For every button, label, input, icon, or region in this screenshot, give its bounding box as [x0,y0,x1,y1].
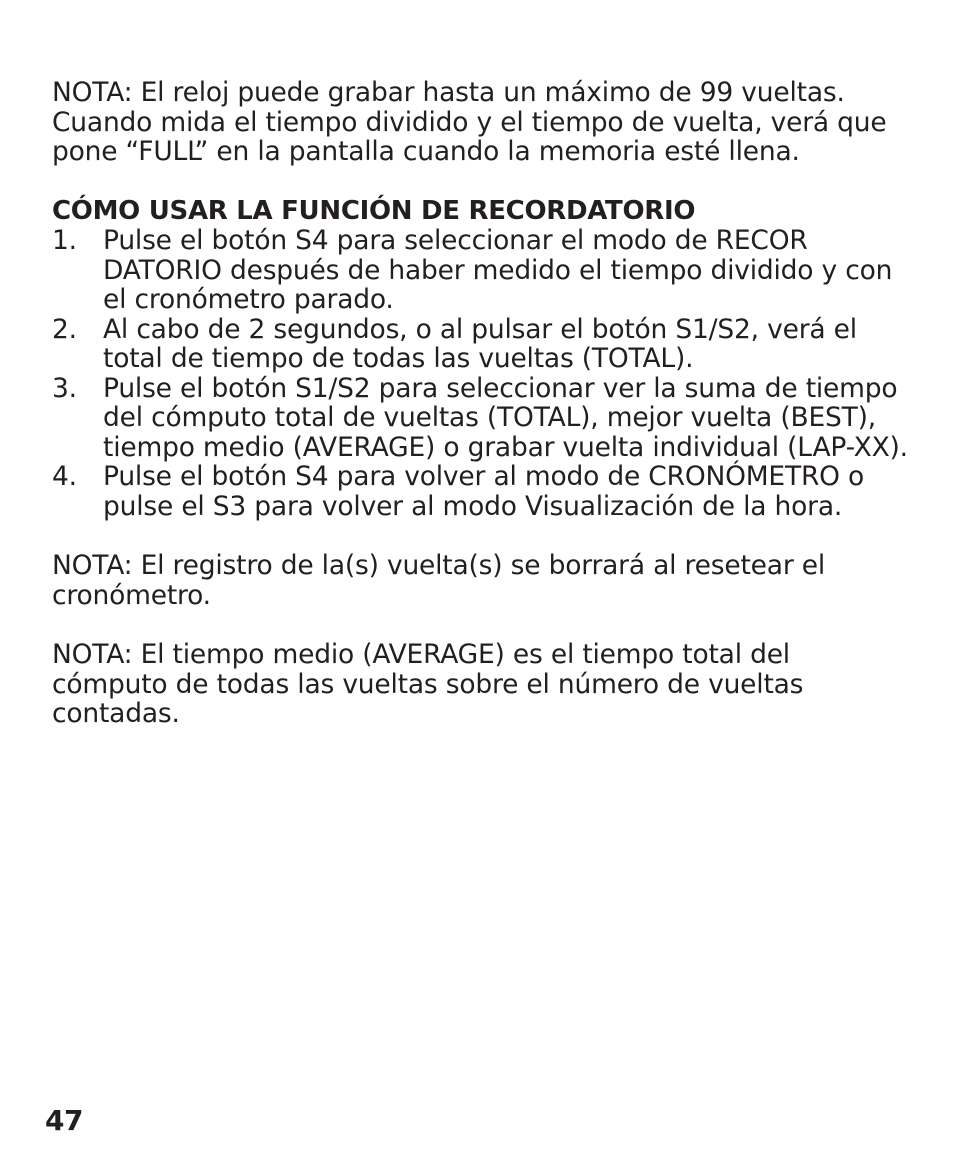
list-item [52,462,912,521]
note-memory-full: NOTA: El reloj puede grabar hasta un máximo de 99 vueltas. Cuando mida el tiempo dividido y el tiempo de vuelta, verá que pone “FULL” en la pantalla cuando la memoria esté llena. [52,77,887,167]
step-number: 1. [52,225,77,256]
note-lap-reset: NOTA: El registro de la(s) vuelta(s) se borrará al resetear el cronómetro. [52,550,825,611]
step-number: 3. [52,372,77,404]
spacer [52,167,912,197]
spacer [52,521,912,551]
document-body [52,78,912,729]
list-item [52,226,912,315]
steps-list [52,226,912,521]
section-heading: CÓMO USAR LA FUNCIÓN DE RECORDATORIO [52,195,696,226]
step-number: 2. [52,313,77,345]
spacer [52,610,912,640]
step-number: 4. [52,461,77,492]
list-item [52,374,912,463]
step-text: Pulse el botón S4 para seleccionar el modo de RECOR DATORIO después de haber medido el tiempo dividido y con el cronómetro parado. [103,225,893,315]
list-item [52,315,912,374]
step-text: Pulse el botón S4 para volver al modo de CRONÓMETRO o pulse el S3 para volver al modo Visualización de la hora. [103,461,865,522]
step-text: Al cabo de 2 segundos, o al pulsar el botón S1/S2, verá el total de tiempo de todas las vueltas (TOTAL). [103,313,857,374]
step-text: Pulse el botón S1/S2 para seleccionar ver la suma de tiempo del cómputo total de vueltas (TOTAL), mejor vuelta (BEST), tiempo medio (AVERAGE) o grabar vuelta individual (LAP-XX). [103,372,908,463]
page-number: 47 [45,1104,83,1137]
note-average: NOTA: El tiempo medio (AVERAGE) es el tiempo total del cómputo de todas las vueltas sobre el número de vueltas contadas. [52,639,804,729]
